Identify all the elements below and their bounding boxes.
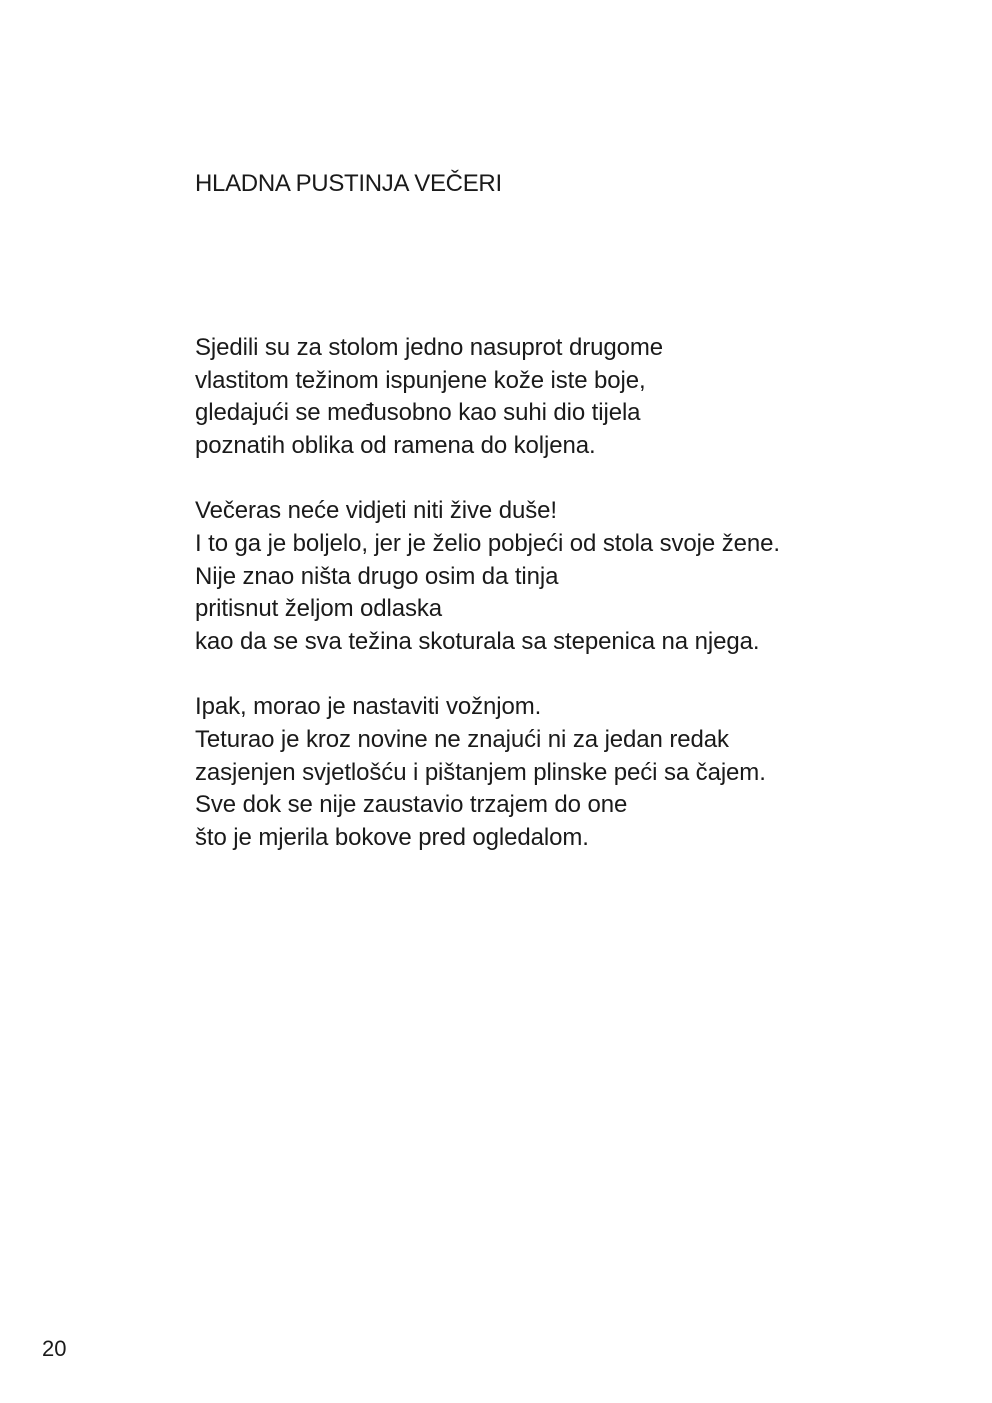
- page-number: 20: [42, 1336, 67, 1361]
- stanza-1: [195, 332, 955, 462]
- poem-line: zasjenjen svjetlošću i pištanjem plinske peći sa čajem.: [195, 758, 766, 786]
- poem-line: kao da se sva težina skoturala sa stepenica na njega.: [195, 627, 760, 655]
- poem-line: poznatih oblika od ramena do koljena.: [195, 431, 596, 459]
- stanza-3: [195, 691, 955, 854]
- poem-line: vlastitom težinom ispunjene kože iste boje,: [195, 366, 646, 394]
- poem-line: Sve dok se nije zaustavio trzajem do one: [195, 791, 628, 819]
- poem-line: gledajući se međusobno kao suhi dio tijela: [195, 399, 641, 427]
- poem-line: Nije znao ništa drugo osim da tinja: [195, 562, 559, 590]
- poem-line: što je mjerila bokove pred ogledalom.: [195, 823, 589, 851]
- poem-title: HLADNA PUSTINJA VEČERI: [195, 170, 502, 197]
- poem-line: pritisnut željom odlaska: [195, 595, 443, 623]
- poem-line: I to ga je boljelo, jer je želio pobjeći od stola svoje žene.: [195, 529, 780, 557]
- poem-line: Teturao je kroz novine ne znajući ni za jedan redak: [195, 725, 729, 753]
- poem-line: Sjedili su za stolom jedno nasuprot drugome: [195, 334, 663, 361]
- poem-line: Ipak, morao je nastaviti vožnjom.: [195, 693, 542, 721]
- poem-line: Večeras neće vidjeti niti žive duše!: [195, 497, 557, 525]
- stanza-2: [195, 495, 955, 658]
- poem-body: [195, 332, 955, 887]
